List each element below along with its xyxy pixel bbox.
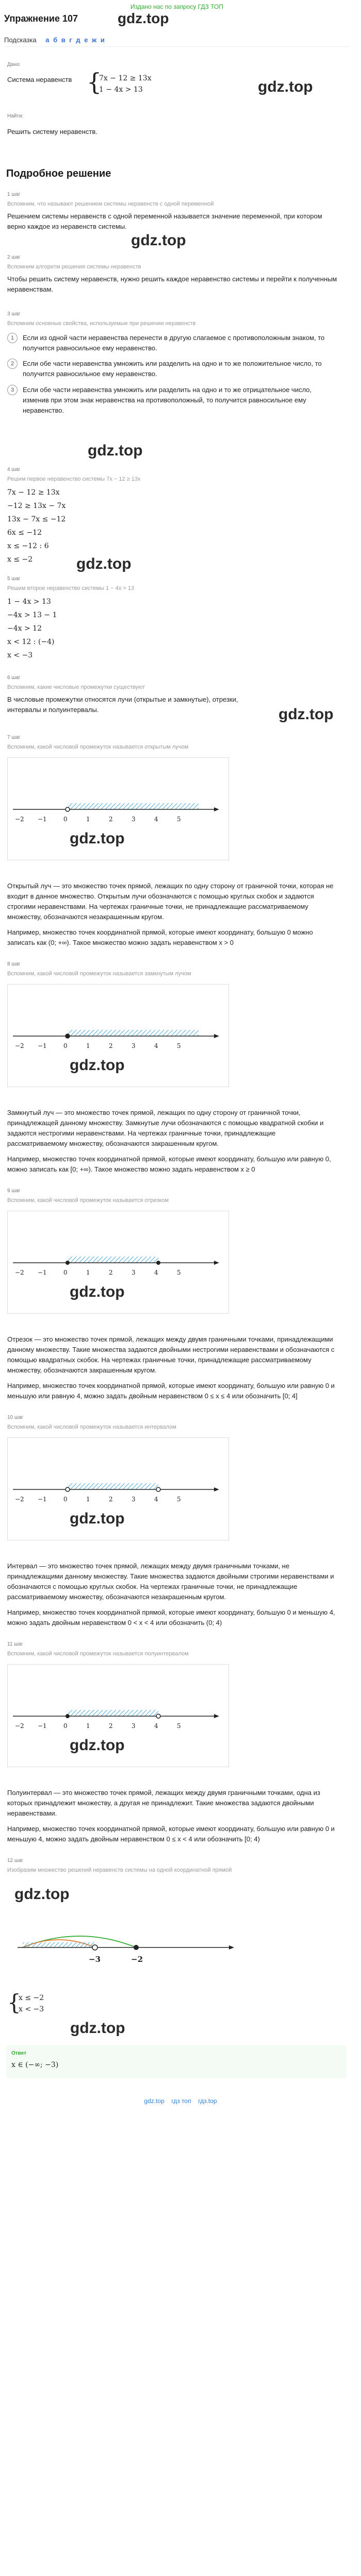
tick-label: 4 (154, 1496, 158, 1503)
step12-muted: Изобразим множество решений неравенств системы на одной координатной прямой (7, 1867, 232, 1873)
watermark: gdz.top (70, 1737, 125, 1754)
step11-label: 11 шаг (7, 1641, 23, 1647)
answer-text: x ∈ (−∞; −3) (11, 2061, 59, 2069)
footer-link[interactable]: гдз.top (198, 2097, 217, 2105)
step7-text2: Например, множество точек координатной прямой, которые имеют координату, большую 0 можно записать как (0; +∞). Такое множество можно задать неравенством x > 0 (7, 928, 313, 947)
solution-heading: Подробное решение (6, 168, 111, 179)
tick-label: 5 (177, 816, 181, 823)
tick-label: 2 (109, 1722, 113, 1730)
nav-label: Подсказка (4, 36, 37, 44)
tick-label: −1 (38, 1042, 47, 1049)
step7-label: 7 шаг (7, 735, 21, 740)
tick-label: −1 (38, 1496, 47, 1503)
axis-arrow (214, 1487, 219, 1492)
tick-label: 2 (109, 1496, 113, 1503)
watermark: gdz.top (70, 2020, 125, 2037)
open-point-minus3 (92, 1945, 97, 1950)
hatch-region (68, 1257, 158, 1263)
tick-label: 0 (63, 1269, 68, 1276)
tick-labels (8, 1269, 229, 1279)
tick-label: −2 (15, 1269, 24, 1276)
point-label-a: −3 (89, 1955, 101, 1964)
number-line-figure (7, 984, 229, 1087)
axis-arrow (214, 1034, 219, 1038)
open-point (156, 1714, 160, 1718)
step11-muted: Вспомним, какой числовой промежуток называется полуинтервалом (7, 1651, 189, 1657)
step4-line: 6x ≤ −12 (7, 529, 42, 537)
find-text: Решить систему неравенств. (7, 128, 97, 135)
number-line-figure (7, 1437, 229, 1540)
step6-muted: Вспомним, какие числовые промежутки существуют (7, 684, 145, 690)
tick-label: 0 (63, 1722, 68, 1730)
watermark: gdz.top (70, 1510, 125, 1527)
system-brace: { (87, 68, 102, 96)
find-label: Найти: (7, 113, 24, 119)
exercise-title: Упражнение 107 (4, 13, 78, 24)
step5-muted: Решим второе неравенство системы 1 − 4x > 13 (7, 585, 135, 591)
step1-label: 1 шаг (7, 192, 21, 197)
tick-label: 5 (177, 1722, 181, 1730)
step7-muted: Вспомним, какой числовой промежуток называется открытым лучом (7, 744, 189, 750)
step5-line: x < −3 (7, 651, 33, 659)
task-eq2: 1 − 4x > 13 (99, 86, 143, 94)
tick-label: 1 (86, 1722, 90, 1730)
step4-label: 4 шаг (7, 467, 21, 472)
nav-row (4, 36, 106, 44)
watermark: gdz.top (70, 1057, 125, 1074)
solution-figure (7, 1906, 244, 1984)
step3-label: 3 шаг (7, 311, 21, 317)
watermark: gdz.top (131, 232, 186, 249)
point-label-b: −2 (131, 1955, 143, 1964)
tick-label: 0 (63, 1496, 68, 1503)
hatch-region (68, 1030, 199, 1036)
closed-point (65, 1261, 70, 1265)
tick-label: 2 (109, 816, 113, 823)
step5-label: 5 шаг (7, 576, 21, 582)
divider (4, 46, 350, 47)
step1-text: Решением системы неравенств с одной переменной называется значение переменной, при котором верно каждое из неравенств системы. (7, 212, 322, 231)
axis-arrow (214, 807, 219, 811)
tick-labels (8, 1042, 229, 1053)
number-line-figure (7, 757, 229, 860)
tick-label: 1 (86, 1269, 90, 1276)
tick-label: 3 (132, 816, 136, 823)
tick-label: 4 (154, 816, 158, 823)
given-label: Дано: (7, 62, 21, 67)
footer (0, 2097, 361, 2105)
step5-line: 1 − 4x > 13 (7, 598, 51, 606)
tick-label: 2 (109, 1042, 113, 1049)
tick-label: 3 (132, 1042, 136, 1049)
tick-label: 1 (86, 1496, 90, 1503)
footer-link[interactable]: gdz.top (144, 2097, 165, 2105)
number-line-figure (7, 1211, 229, 1314)
tick-label: 3 (132, 1722, 136, 1730)
tick-label: −2 (15, 816, 24, 823)
step8-text1: Замкнутый луч — это множество точек прямой, лежащих по одну сторону от граничной точки, принадлежащей данному множеству. Замкнутые лучи обозначаются с помощью квадратной скобки и задаются нестрогими неравенствами. На чертежах граничные точки, принадлежащие рассматриваемому множеству, обозначаются закрашенным кругом. (7, 1109, 324, 1148)
task-eq1: 7x − 12 ≥ 13x (99, 74, 152, 82)
step10-label: 10 шаг (7, 1415, 24, 1420)
step5-line: −4x > 12 (7, 624, 42, 633)
step8-muted: Вспомним, какой числовой промежуток называется замкнутым лучом (7, 971, 191, 977)
step6-label: 6 шаг (7, 675, 21, 681)
tick-label: 2 (109, 1269, 113, 1276)
solution-number-line (7, 1906, 244, 1984)
step9-text1: Отрезок — это множество точек прямой, лежащих между двумя граничными точками, принадлежащими данному множеству. Такие множества задаются двойными нестрогими неравенствами и обозначаются с помощью квадратных скобок. На чертежах граничные точки, принадлежащие рассматриваемому множеству, обозначаются закрашенным кругом. (7, 1335, 335, 1375)
tick-labels (8, 816, 229, 826)
step2-muted: Вспомним алгоритм решения системы неравенств (7, 264, 141, 270)
step4-line: x ≤ −2 (7, 555, 33, 564)
tick-label: 5 (177, 1269, 181, 1276)
properties-list (7, 333, 337, 416)
result-line1: x ≤ −2 (19, 1994, 44, 2002)
step9-muted: Вспомним, какой числовой промежуток называется отрезком (7, 1197, 169, 1204)
answer-box (6, 2045, 347, 2078)
watermark: gdz.top (70, 1283, 125, 1300)
tick-label: 3 (132, 1496, 136, 1503)
closed-point (156, 1261, 160, 1265)
step4-line: x ≤ −12 : 6 (7, 542, 49, 550)
hatch-region (68, 1483, 158, 1489)
tick-label: 4 (154, 1722, 158, 1730)
tick-label: 5 (177, 1042, 181, 1049)
tick-label: 0 (63, 816, 68, 823)
list-item: 3 Если обе части неравенства умножить или разделить на одно и то же отрицательное число, изменив при этом знак неравенства на противоположный, то получится равносильное ему неравенство. (7, 385, 337, 416)
hatch-region (68, 803, 199, 809)
step9-label: 9 шаг (7, 1188, 21, 1194)
open-point (65, 807, 70, 811)
watermark: gdz.top (278, 706, 334, 723)
hatch-region (23, 1942, 95, 1947)
tick-label: 5 (177, 1496, 181, 1503)
watermark: gdz.top (14, 1886, 70, 1903)
footer-link[interactable]: гдз топ (171, 2097, 191, 2105)
list-item: 2 Если обе части неравенства умножить или разделить на одно и то же положительное число, то получится равносильное ему неравенство. (7, 359, 337, 379)
step8-text2: Например, множество точек координатной прямой, которые имеют координату, большую или равную 0, можно записать как [0; +∞). Такое множество можно задать неравенством x ≥ 0 (7, 1155, 331, 1174)
step2-text: Чтобы решить систему неравенств, нужно решить каждое неравенство системы и перейти к полученным неравенствам. (7, 275, 337, 294)
step7-text1: Открытый луч — это множество точек прямой, лежащих по одну сторону от граничной точки, которая не входит в данное множество. Открытым лучи обозначаются с помощью круглых скобок и задаются строгими неравенствами. На чертежах граничные точки, не принадлежащие рассматриваемому множеству, обозначаются незакрашенным кругом. (7, 882, 334, 921)
step11-text1: Полуинтервал — это множество точек прямой, лежащих между двумя граничными точками, одна из которых принадлежит множеству, а другая не принадлежит. Такие множества задаются двойными неравенствами. (7, 1789, 320, 1818)
system-text: Системa неравенств (7, 76, 72, 83)
tick-label: 3 (132, 1269, 136, 1276)
tick-label: 4 (154, 1042, 158, 1049)
open-point (65, 1487, 70, 1492)
number-line-figure (7, 1664, 229, 1767)
step4-line: −12 ≥ 13x − 7x (7, 502, 66, 510)
watermark: gdz.top (118, 10, 169, 26)
step3-muted: Вспомним основные свойства, используемые при решении неравенств (7, 320, 196, 327)
tick-label: 0 (63, 1042, 68, 1049)
tick-label: 1 (86, 1042, 90, 1049)
step11-text2: Например, множество точек координатной прямой, которые имеют координату, большую или равную 0 и меньшую 4, можно задать двойным неравенством 0 ≤ x < 4 или обозначить [0; 4) (7, 1825, 335, 1843)
closed-point (65, 1714, 70, 1718)
tick-labels (8, 1496, 229, 1506)
step4-line: 13x − 7x ≤ −12 (7, 515, 66, 523)
watermark: gdz.top (70, 830, 125, 847)
step4-muted: Решим первое неравенство системы 7x − 12 ≥ 13x (7, 476, 141, 482)
watermark: gdz.top (76, 555, 132, 572)
tick-label: −1 (38, 1269, 47, 1276)
tick-label: −2 (15, 1496, 24, 1503)
step1-muted: Вспомним, что называют решением системы неравенств с одной переменной (7, 201, 214, 207)
watermark: gdz.top (258, 78, 313, 95)
tick-label: −1 (38, 816, 47, 823)
step8-label: 8 шаг (7, 961, 21, 967)
axis-arrow (229, 1945, 234, 1950)
open-point (156, 1487, 160, 1492)
step10-muted: Вспомним, какой числовой промежуток называется интервалом (7, 1424, 176, 1430)
step6-text: В числовые промежутки относятся лучи (открытые и замкнутые), отрезки, интервалы и полуинтервалы. (7, 696, 238, 714)
step10-text2: Например, множество точек координатной прямой, которые имеют координату, большую 0 и меньшую 4, можно задать двойным неравенством 0 < x < 4 или обозначить (0; 4) (7, 1608, 335, 1627)
result-brace: { (7, 1990, 21, 2015)
tick-label: 1 (86, 816, 90, 823)
top-link[interactable]: Издано нас по запросу ГДЗ ТОП (130, 3, 223, 10)
tick-label: 4 (154, 1269, 158, 1276)
axis-arrow (214, 1714, 219, 1718)
closed-point (65, 1034, 70, 1038)
hatch-region (68, 1710, 158, 1716)
tick-label: −1 (38, 1722, 47, 1730)
tick-label: −2 (15, 1042, 24, 1049)
list-item: 1 Если из одной части неравенства перенести в другую слагаемое с противоположным знаком, то получится равносильное ему неравенство. (7, 333, 337, 353)
tick-label: −2 (15, 1722, 24, 1730)
answer-label: Ответ (11, 2050, 27, 2056)
watermark: gdz.top (88, 442, 143, 459)
step10-text1: Интервал — это множество точек прямой, лежащих между двумя граничными точками, не принадлежащими данному множеству. Такие множества задаются двойными строгими неравенствами и обозначаются с помощью круглых скобок. На чертежах граничные точки, не принадлежащие рассматриваемому множеству, обозначаются незакрашенным кругом. (7, 1562, 334, 1601)
axis-arrow (214, 1261, 219, 1265)
step4-line: 7x − 12 ≥ 13x (7, 488, 60, 497)
step5-line: x < 12 : (−4) (7, 638, 55, 646)
closed-point-minus2 (134, 1945, 139, 1950)
result-line2: x < −3 (19, 2005, 44, 2013)
step9-text2: Например, множество точек координатной прямой, которые имеют координату, большую или равную 0 и меньшую или равную 4, можно задать двойным неравенством 0 ≤ x ≤ 4 или обозначить [0; 4] (7, 1382, 335, 1400)
tick-labels (8, 1722, 229, 1733)
step2-label: 2 шаг (7, 255, 21, 260)
nav-letters[interactable]: а б в г д е ж и (45, 36, 106, 44)
step12-label: 12 шаг (7, 1858, 24, 1863)
step5-line: −4x > 13 − 1 (7, 611, 57, 619)
